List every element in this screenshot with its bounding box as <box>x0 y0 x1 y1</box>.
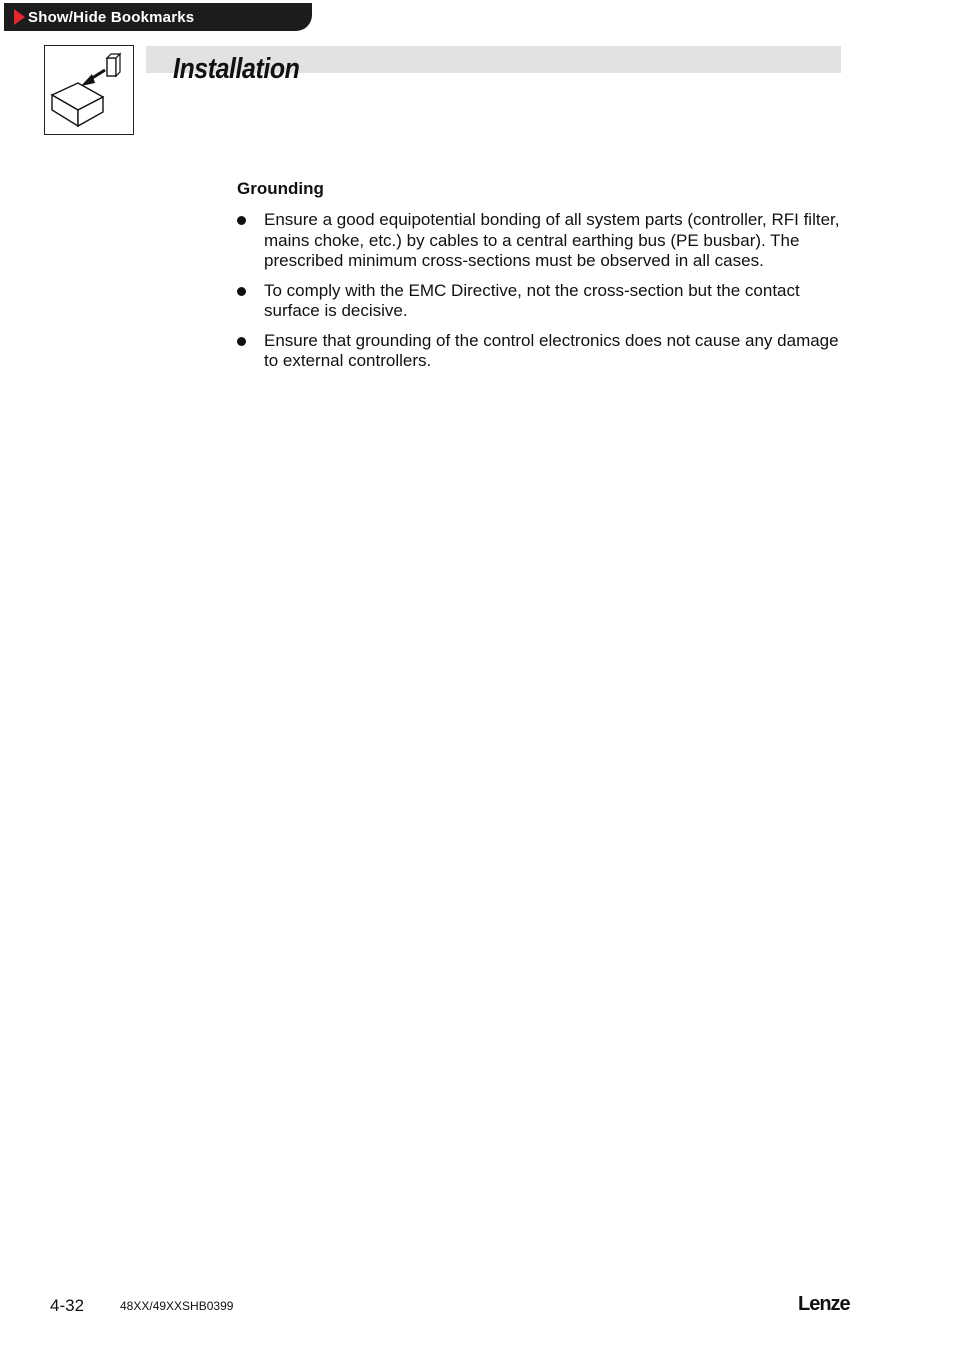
show-hide-bookmarks-button[interactable] <box>4 3 312 31</box>
page-title: Installation <box>173 53 300 85</box>
page-number: 4-32 <box>50 1296 85 1315</box>
list-item <box>237 331 847 372</box>
list-item <box>237 210 847 272</box>
installation-box-icon <box>44 45 134 135</box>
bookmarks-label: Show/Hide Bookmarks <box>28 8 195 26</box>
list-item-text: To comply with the EMC Directive, not the cross-section but the contact surface is decisive. <box>264 280 800 320</box>
bullet-icon <box>237 337 246 346</box>
bullet-icon <box>237 287 246 296</box>
list-item <box>237 281 847 322</box>
triangle-right-icon <box>14 9 25 25</box>
document-id: 48XX/49XXSHB0399 <box>120 1299 234 1313</box>
brand-logo: Lenze <box>798 1293 850 1315</box>
list-item-text: Ensure that grounding of the control electronics does not cause any damage to external controllers. <box>264 330 839 370</box>
bullet-icon <box>237 216 246 225</box>
bullet-list <box>237 210 847 381</box>
section-heading: Grounding <box>237 179 324 198</box>
list-item-text: Ensure a good equipotential bonding of all system parts (controller, RFI filter, mains choke, etc.) by cables to a central earthing bus (PE busbar). The prescribed minimum cross-sections must be observed in all cases. <box>264 210 840 270</box>
